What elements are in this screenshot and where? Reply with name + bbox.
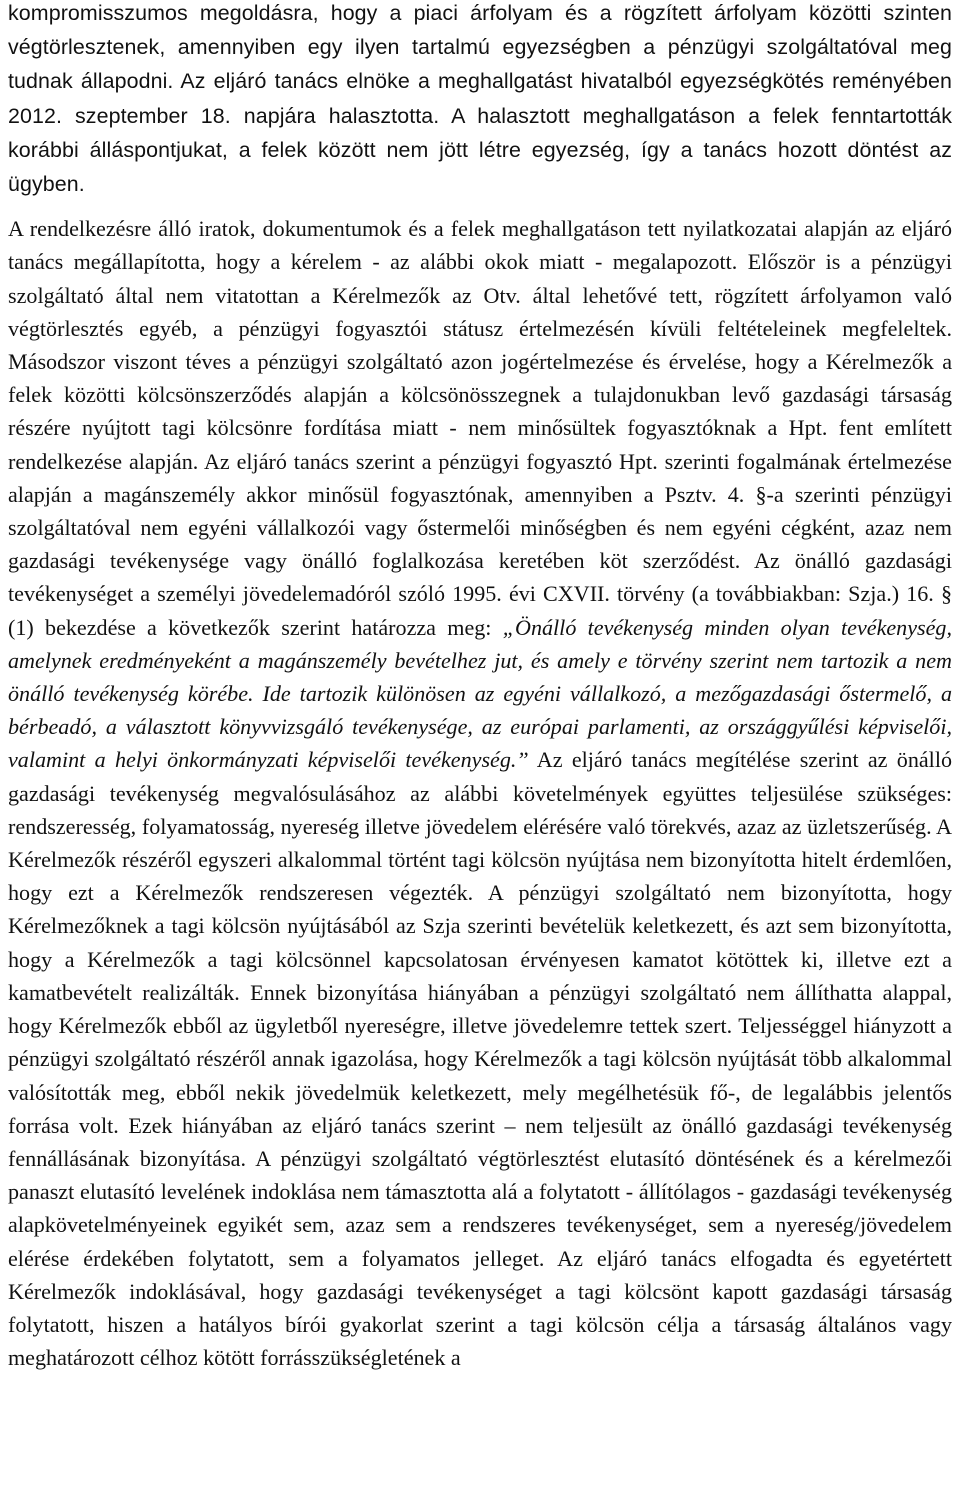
paragraph-text: A rendelkezésre álló iratok, dokumentumok és a felek meghallgatáson tett nyilatkozatai alapján az eljáró tanács megállapította, hogy a kérelem - az alábbi okok miatt - megalapozott. Először is a pénzügyi szolgáltató által nem vitatottan a Kérelmezők az Otv. által lehetővé tett, rögzített árfolyamon való végtörlesztés egyéb, a pénzügyi fogyasztói státusz értelmezésén kívüli feltételeinek megfeleltek. Másodszor viszont téves a pénzügyi szolgáltató azon jogértelmezése és érvelése, hogy a Kérelmezők a felek közötti kölcsönszerződés alapján a kölcsönösszegnek a tulajdonukban levő gazdasági társaság részére nyújtott tagi kölcsönre fordítása miatt - nem minősültek fogyasztóknak a Hpt. fent említett rendelkezése alapján. Az eljáró tanács szerint a pénzügyi fogyasztó Hpt. szerinti fogalmának értelmezése alapján a magánszemély akkor minősül fogyasztónak, amennyiben a Psztv. 4. §-a szerinti pénzügyi szolgáltatóval nem egyéni vállalkozói vagy őstermelői minőségben és nem egyéni cégként, azaz nem gazdasági tevékenysége vagy önálló foglalkozása keretében köt szerződést. Az önálló gazdasági tevékenységet a személyi jövedelemadóról szóló 1995. évi CXVII. törvény (a továbbiakban: Szja.) 16. § (1) bekezdése a következők szerint határozza meg: xyxy=(8,216,952,640)
paragraph-egyezseg xyxy=(8,0,952,201)
paragraph-text: kompromisszumos megoldásra, hogy a piaci árfolyam és a rögzített árfolyam közötti szinten végtörlesztenek, amennyiben egy ilyen tartalmú egyezségben a pénzügyi szolgáltatóval meg tudnak állapodni. Az eljáró tanács elnöke a meghallgatást hivatalból egyezségkötés reményében 2012. szeptember 18. napjára halasztotta. A halasztott meghallgatáson a felek fenntartották korábbi álláspontjukat, a felek között nem jött létre egyezség, így a tanács hozott döntést az ügyben. xyxy=(8,1,952,197)
paragraph-text-continued: Az eljáró tanács megítélése szerint az önálló gazdasági tevékenység megvalósulásához az alábbi követelmények együttes teljesülése szükséges: rendszeresség, folyamatosság, nyereség illetve jövedelem elérésére való törekvés, azaz az üzletszerűség. A Kérelmezők részéről egyszeri alkalommal történt tagi kölcsön nyújtása nem bizonyította hitelt érdemlően, hogy ezt a Kérelmezők rendszeresen végezték. A pénzügyi szolgáltató nem bizonyította, hogy Kérelmezőknek a tagi kölcsön nyújtásából az Szja szerinti bevételük keletkezett, és azt sem bizonyította, hogy a Kérelmezők a tagi kölcsönnel kapcsolatosan érvényesen kamatot kötöttek ki, illetve ezt a kamatbevételt realizálták. Ennek bizonyítása hiányában a pénzügyi szolgáltató nem állíthatta alappal, hogy Kérelmezők ebből az ügyletből nyereségre, illetve jövedelemre tettek szert. Teljességgel hiányzott a pénzügyi szolgáltató részéről annak igazolása, hogy Kérelmezők a tagi kölcsön nyújtását több alkalommal valósították meg, ebből nekik jövedelmük keletkezett, mely megélhetésük fő-, de legalábbis jelentős forrása volt. Ezek hiányában az eljáró tanács szerint – nem teljesült az önálló gazdasági tevékenység fennállásának bizonyítása. A pénzügyi szolgáltató végtörlesztést elutasító döntésének és a kérelmezői panaszt elutasító levelének indoklása nem támasztotta alá a folytatott - állítólagos - gazdasági tevékenység alapkövetelményeinek egyikét sem, azaz sem a rendszeres tevékenységet, sem a nyereség/jövedelem elérése érdekében folytatott, sem a folyamatos jelleget. Az eljáró tanács elfogadta és egyetértett Kérelmezők indoklásával, hogy gazdasági tevékenységet a tagi kölcsönt kapott gazdasági társaság folytatott, hiszen a hatályos bírói gyakorlat szerint a tagi kölcsön célja a társaság általános vagy meghatározott célhoz kötött forrásszükségletének a xyxy=(8,747,953,1371)
paragraph-indoklas xyxy=(8,212,952,1374)
szja-quote: „Önálló tevékenység minden olyan tevékenység, amelynek eredményeként a magánszemély bevételhez jut, és amely e törvény szerint nem tartozik a nem önálló tevékenység körébe. Ide tartozik különösen az egyéni vállalkozó, a mezőgazdasági őstermelő, a bérbeadó, a választott könyvvizsgáló tevékenysége, az európai parlamenti, az országgyűlési képviselői, valamint a helyi önkormányzati képviselői tevékenység.” xyxy=(8,614,953,773)
